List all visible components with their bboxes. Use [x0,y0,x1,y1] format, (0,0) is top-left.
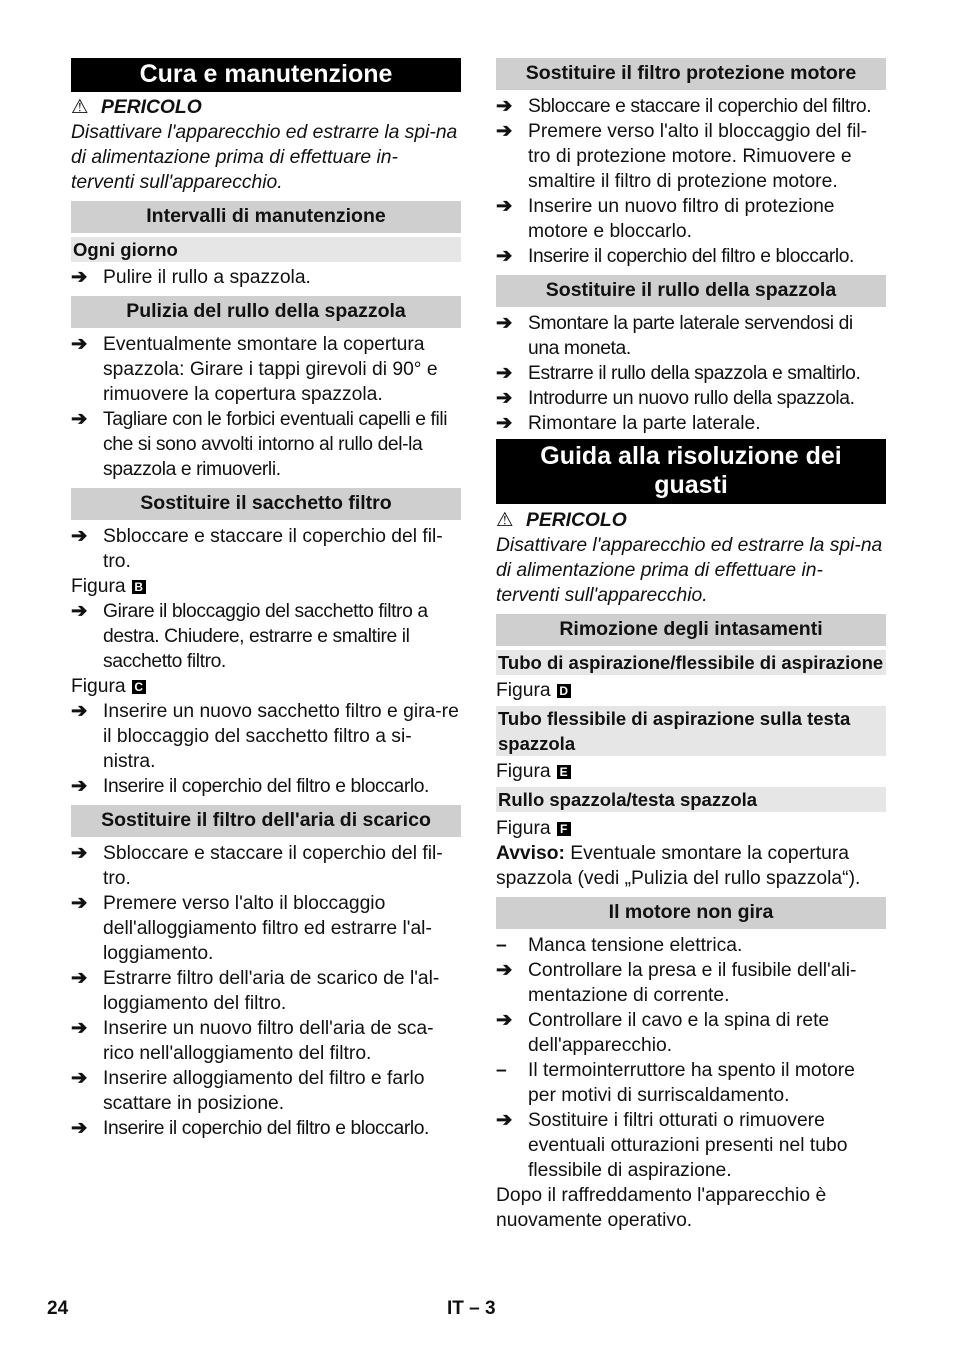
list-item: ➔ Sbloccare e staccare il coperchio del filtro. [496,96,872,117]
arrow-icon: ➔ [496,1010,513,1031]
arrow-icon: ➔ [496,413,513,434]
subheading-suction-tube: Tubo di aspirazione/flessibile di aspirazione [496,650,886,675]
heading-replace-motor-filter: Sostituire il filtro protezione motore [496,58,886,90]
heading-clog-removal: Rimozione degli intasamenti [496,614,886,646]
dash-marker: – [496,935,507,956]
arrow-icon: ➔ [496,96,513,117]
arrow-icon: ➔ [71,1068,88,1089]
arrow-icon: ➔ [71,843,88,864]
dash-marker: – [496,1060,507,1081]
section-title-troubleshooting: Guida alla risoluzione dei guasti [496,439,886,504]
list-item: ➔ Inserire il coperchio del filtro e bloccarlo. [71,1118,430,1139]
language-page-indicator: IT – 3 [447,1298,496,1319]
note-label: Avviso: [496,843,565,864]
list-item: ➔ Estrarre il rullo della spazzola e smaltirlo. [496,363,861,384]
right-column [496,58,886,1233]
section-title-care: Cura e manutenzione [71,58,461,92]
list-item: ➔ Rimontare la parte laterale. [496,413,761,434]
list-item: ➔ Controllare la presa e il fusibile dell'ali-mentazione di corrente. [496,960,857,1006]
subheading-roller-brush-head: Rullo spazzola/testa spazzola [496,787,886,812]
figure-letter-badge: F [557,822,571,836]
arrow-icon: ➔ [496,313,513,334]
heading-maintenance-intervals: Intervalli di manutenzione [71,201,461,233]
list-item: ➔ Pulire il rullo a spazzola. [71,267,311,288]
subheading-daily: Ogni giorno [71,237,461,262]
arrow-icon: ➔ [71,701,88,722]
figure-reference: Figura D [496,678,886,703]
arrow-icon: ➔ [71,776,88,797]
list-item: – Il termointerruttore ha spento il motore per motivi di surriscaldamento. [496,1060,855,1106]
list-item: ➔ Inserire un nuovo sacchetto filtro e gira-re il bloccaggio del sacchetto filtro a si-nistra. [71,701,459,772]
arrow-icon: ➔ [71,1118,88,1139]
note-paragraph [496,841,886,891]
figure-reference: Figura C [71,674,461,699]
list-item: ➔ Premere verso l'alto il bloccaggio del fil-tro di protezione motore. Rimuovere e smaltire il filtro di protezione motore. [496,121,868,192]
list-item: ➔ Inserire il coperchio del filtro e bloccarlo. [496,246,855,267]
arrow-icon: ➔ [71,1018,88,1039]
arrow-icon: ➔ [71,334,88,355]
list-item: ➔ Inserire alloggiamento del filtro e farlo scattare in posizione. [71,1068,425,1114]
warning-triangle-icon: ⚠ [71,97,89,118]
list-item: ➔ Girare il bloccaggio del sacchetto filtro a destra. Chiudere, estrarre e smaltire il sacchetto filtro. [71,601,428,672]
list-item: ➔ Inserire un nuovo filtro di protezione motore e bloccarlo. [496,196,835,242]
arrow-icon: ➔ [496,388,513,409]
arrow-icon: ➔ [71,601,88,622]
list-item: ➔ Sostituire i filtri otturati o rimuovere eventuali otturazioni presenti nel tubo flessibile di aspirazione. [496,1110,848,1181]
arrow-icon: ➔ [496,363,513,384]
figure-letter-badge: D [557,684,571,698]
list-item: ➔ Inserire un nuovo filtro dell'aria de sca-rico nell'alloggiamento del filtro. [71,1018,434,1064]
arrow-icon: ➔ [71,267,88,288]
list-item: ➔ Sbloccare e staccare il coperchio del fil-tro. [71,526,443,572]
list-item: – Manca tensione elettrica. [496,935,743,956]
figure-reference: Figura B [71,574,461,599]
closing-paragraph: Dopo il raffreddamento l'apparecchio è nuovamente operativo. [496,1185,827,1231]
list-item: ➔ Sbloccare e staccare il coperchio del fil-tro. [71,843,443,889]
figure-letter-badge: E [557,765,571,779]
danger-label: PERICOLO [101,97,202,118]
arrow-icon: ➔ [71,526,88,547]
arrow-icon: ➔ [496,960,513,981]
danger-heading [496,508,886,533]
danger-label: PERICOLO [526,510,627,531]
figure-reference: Figura F [496,816,886,841]
left-column [71,58,461,1141]
arrow-icon: ➔ [496,121,513,142]
figure-letter-badge: B [132,580,146,594]
danger-text: Disattivare l'apparecchio ed estrarre la spi-na di alimentazione prima di effettuare in-terventi sull'apparecchio. [496,535,883,606]
figure-letter-badge: C [132,680,146,694]
danger-heading [71,95,461,120]
list-item: ➔ Tagliare con le forbici eventuali capelli e fili che si sono avvolti intorno al rullo del-la spazzola e rimuoverli. [71,409,448,480]
list-item: ➔ Introdurre un nuovo rullo della spazzola. [496,388,855,409]
arrow-icon: ➔ [71,968,88,989]
figure-reference: Figura E [496,759,886,784]
heading-replace-bag: Sostituire il sacchetto filtro [71,488,461,520]
arrow-icon: ➔ [71,409,88,430]
list-item: ➔ Smontare la parte laterale servendosi di una moneta. [496,313,853,359]
danger-text: Disattivare l'apparecchio ed estrarre la spi-na di alimentazione prima di effettuare in-terventi sull'apparecchio. [71,122,458,193]
arrow-icon: ➔ [496,1110,513,1131]
note-text: Eventuale smontare la copertura spazzola (vedi „Pulizia del rullo spazzola“). [496,843,861,889]
subheading-hose-brush-head: Tubo flessibile di aspirazione sulla testa spazzola [496,706,886,756]
page-number: 24 [47,1298,69,1319]
list-item: ➔ Premere verso l'alto il bloccaggio dell'alloggiamento filtro ed estrarre l'al-loggiamento. [71,893,432,964]
list-item: ➔ Inserire il coperchio del filtro e bloccarlo. [71,776,430,797]
list-item: ➔ Estrarre filtro dell'aria de scarico de l'al-loggiamento del filtro. [71,968,440,1014]
warning-triangle-icon: ⚠ [496,510,514,531]
list-item: ➔ Eventualmente smontare la copertura spazzola: Girare i tappi girevoli di 90° e rimuovere la copertura spazzola. [71,334,438,405]
arrow-icon: ➔ [71,893,88,914]
list-item: ➔ Controllare il cavo e la spina di rete dell'apparecchio. [496,1010,830,1056]
arrow-icon: ➔ [496,246,513,267]
heading-replace-exhaust-filter: Sostituire il filtro dell'aria di scarico [71,805,461,837]
heading-clean-roller: Pulizia del rullo della spazzola [71,296,461,328]
heading-motor-not-running: Il motore non gira [496,897,886,929]
arrow-icon: ➔ [496,196,513,217]
heading-replace-roller: Sostituire il rullo della spazzola [496,275,886,307]
